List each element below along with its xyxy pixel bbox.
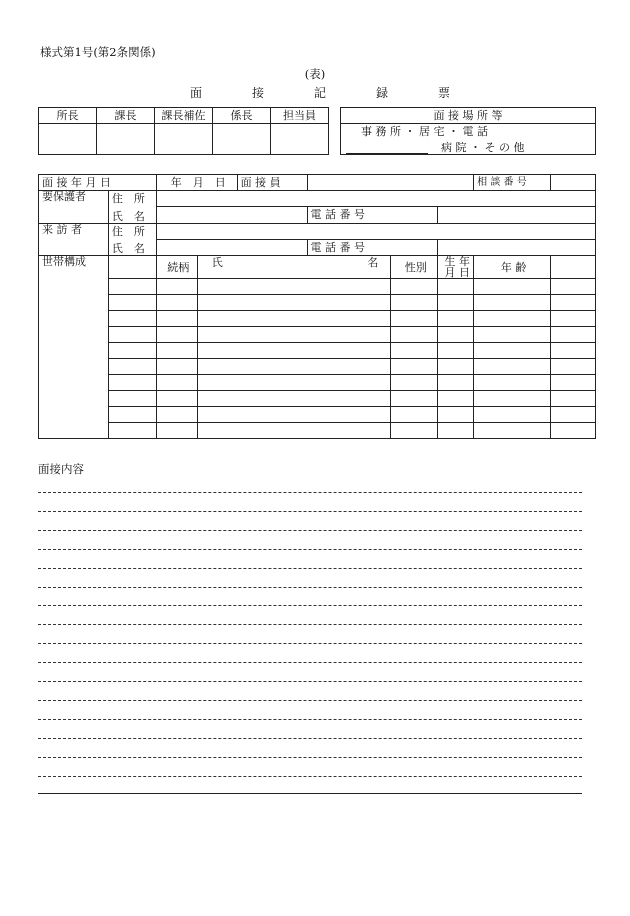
approval-label-director: 所長 — [39, 108, 97, 124]
visitor-label: 来 訪 者 — [39, 223, 109, 256]
household-cell[interactable] — [197, 391, 391, 407]
content-writing-line[interactable] — [38, 719, 582, 720]
form-number: 様式第1号(第2条関係) — [40, 45, 156, 59]
household-cell[interactable] — [156, 343, 197, 359]
content-writing-line[interactable] — [38, 757, 582, 758]
household-cell[interactable] — [438, 279, 474, 295]
content-writing-line[interactable] — [38, 700, 582, 701]
household-label: 世帯構成 — [39, 256, 109, 439]
record-table — [38, 174, 596, 439]
content-writing-line[interactable] — [38, 776, 582, 777]
household-cell[interactable] — [156, 279, 197, 295]
content-writing-line[interactable] — [38, 511, 582, 512]
household-cell[interactable] — [474, 359, 551, 375]
birthdate-header: 生 年 月 日 — [438, 256, 474, 279]
household-cell[interactable] — [197, 311, 391, 327]
household-cell[interactable] — [551, 375, 596, 391]
name-header — [197, 256, 391, 279]
guardian-address-field[interactable] — [156, 191, 595, 207]
stamp-box[interactable] — [97, 124, 155, 155]
household-cell[interactable] — [197, 295, 391, 311]
interview-date-label: 面 接 年 月 日 — [39, 175, 157, 191]
household-cell[interactable] — [108, 343, 156, 359]
household-cell[interactable] — [474, 407, 551, 423]
stamp-box[interactable] — [271, 124, 329, 155]
household-cell[interactable] — [108, 295, 156, 311]
content-bottom-rule — [38, 793, 582, 794]
content-writing-line[interactable] — [38, 549, 582, 550]
household-cell[interactable] — [551, 327, 596, 343]
household-cell[interactable] — [391, 391, 438, 407]
front-side-label: (表) — [304, 67, 326, 81]
household-cell[interactable] — [438, 311, 474, 327]
household-cell[interactable] — [108, 311, 156, 327]
household-cell[interactable] — [551, 423, 596, 439]
household-cell[interactable] — [474, 375, 551, 391]
household-cell[interactable] — [197, 375, 391, 391]
name-header-right: 名 — [367, 256, 379, 269]
title-char: 票 — [437, 86, 450, 100]
household-cell[interactable] — [108, 407, 156, 423]
household-cell[interactable] — [551, 359, 596, 375]
stamp-box[interactable] — [213, 124, 271, 155]
household-cell[interactable] — [438, 407, 474, 423]
place-line2: 病 院 ・ そ の 他 — [441, 141, 525, 154]
household-cell[interactable] — [156, 423, 197, 439]
content-writing-line[interactable] — [38, 624, 582, 625]
content-writing-line[interactable] — [38, 587, 582, 588]
household-cell[interactable] — [438, 295, 474, 311]
household-cell[interactable] — [197, 423, 391, 439]
household-cell[interactable] — [391, 359, 438, 375]
relation-header: 続柄 — [156, 256, 197, 279]
household-cell[interactable] — [108, 375, 156, 391]
visitor-phone-label: 電 話 番 号 — [307, 239, 438, 256]
household-cell[interactable] — [438, 327, 474, 343]
guardian-label: 要保護者 — [39, 191, 109, 224]
interview-date-field[interactable]: 年 月 日 — [156, 175, 237, 191]
household-cell[interactable] — [551, 295, 596, 311]
household-cell[interactable] — [156, 359, 197, 375]
visitor-address-field[interactable] — [156, 223, 595, 239]
household-cell[interactable] — [108, 359, 156, 375]
title-char: 記 — [313, 86, 326, 100]
consult-number-field[interactable] — [551, 175, 596, 191]
approval-stamp-table — [38, 107, 329, 155]
approval-label-section-chief: 課長 — [97, 108, 155, 124]
interviewer-field[interactable] — [307, 175, 474, 191]
name-header-left: 氏 — [211, 256, 223, 269]
stamp-box[interactable] — [39, 124, 97, 155]
household-cell[interactable] — [391, 311, 438, 327]
household-cell[interactable] — [108, 327, 156, 343]
stamp-box[interactable] — [155, 124, 213, 155]
guardian-phone-field[interactable] — [438, 207, 596, 224]
household-cell[interactable] — [197, 359, 391, 375]
content-writing-line[interactable] — [38, 643, 582, 644]
content-writing-line[interactable] — [38, 530, 582, 531]
visitor-address-label: 住 所 — [108, 223, 156, 239]
household-cell[interactable] — [156, 311, 197, 327]
household-cell[interactable] — [156, 327, 197, 343]
household-cell[interactable] — [156, 391, 197, 407]
content-writing-line[interactable] — [38, 662, 582, 663]
household-cell[interactable] — [156, 407, 197, 423]
household-cell[interactable] — [551, 343, 596, 359]
guardian-name-label: 氏 名 — [108, 207, 156, 224]
household-cell[interactable] — [474, 327, 551, 343]
household-cell[interactable] — [474, 343, 551, 359]
household-cell[interactable] — [438, 375, 474, 391]
household-cell[interactable] — [391, 327, 438, 343]
household-cell[interactable] — [551, 279, 596, 295]
household-cell[interactable] — [197, 327, 391, 343]
title-char: 面 — [190, 86, 203, 100]
household-cell[interactable] — [156, 295, 197, 311]
interviewer-label: 面 接 員 — [237, 175, 307, 191]
visitor-phone-field[interactable] — [438, 239, 596, 256]
household-cell[interactable] — [474, 391, 551, 407]
place-line1: 事 務 所 ・ 居 宅 ・ 電 話 — [361, 125, 488, 138]
guardian-phone-label: 電 話 番 号 — [307, 207, 438, 224]
household-cell[interactable] — [438, 423, 474, 439]
gender-header: 性別 — [391, 256, 438, 279]
form-title — [190, 84, 450, 101]
household-cell[interactable] — [108, 279, 156, 295]
content-writing-line[interactable] — [38, 681, 582, 682]
household-cell[interactable] — [474, 279, 551, 295]
content-writing-line[interactable] — [38, 568, 582, 569]
approval-label-subsection-chief: 係長 — [213, 108, 271, 124]
household-cell[interactable] — [438, 359, 474, 375]
title-char: 録 — [375, 86, 388, 100]
title-char: 接 — [251, 86, 264, 100]
household-cell[interactable] — [391, 407, 438, 423]
household-cell[interactable] — [391, 343, 438, 359]
place-options — [341, 124, 596, 155]
household-cell[interactable] — [197, 407, 391, 423]
consult-number-label: 相 談 番 号 — [474, 175, 551, 191]
content-writing-line[interactable] — [38, 605, 582, 606]
household-cell[interactable] — [551, 391, 596, 407]
household-cell[interactable] — [474, 311, 551, 327]
household-cell[interactable] — [197, 279, 391, 295]
household-cell[interactable] — [108, 423, 156, 439]
guardian-address-label: 住 所 — [108, 191, 156, 207]
place-title: 面 接 場 所 等 — [341, 108, 596, 124]
household-cell[interactable] — [551, 311, 596, 327]
age-header: 年 齢 — [474, 256, 551, 279]
household-cell[interactable] — [474, 423, 551, 439]
visitor-name-label: 氏 名 — [108, 239, 156, 256]
household-cell[interactable] — [391, 295, 438, 311]
household-cell[interactable] — [391, 279, 438, 295]
household-cell[interactable] — [108, 391, 156, 407]
household-cell[interactable] — [391, 423, 438, 439]
content-writing-line[interactable] — [38, 492, 582, 493]
household-cell[interactable] — [156, 375, 197, 391]
household-cell[interactable] — [474, 295, 551, 311]
household-header-blank — [108, 256, 156, 279]
interview-content-label: 面接内容 — [38, 462, 84, 476]
household-header-blank — [551, 256, 596, 279]
approval-label-officer: 担当員 — [271, 108, 329, 124]
household-cell[interactable] — [197, 343, 391, 359]
content-writing-line[interactable] — [38, 738, 582, 739]
guardian-name-field[interactable] — [156, 207, 307, 224]
household-cell[interactable] — [438, 343, 474, 359]
household-cell[interactable] — [438, 391, 474, 407]
approval-label-deputy-chief: 課長補佐 — [155, 108, 213, 124]
household-cell[interactable] — [551, 407, 596, 423]
visitor-name-field[interactable] — [156, 239, 307, 256]
other-blank-line[interactable] — [346, 153, 428, 154]
interview-place-table — [340, 107, 596, 155]
household-cell[interactable] — [391, 375, 438, 391]
